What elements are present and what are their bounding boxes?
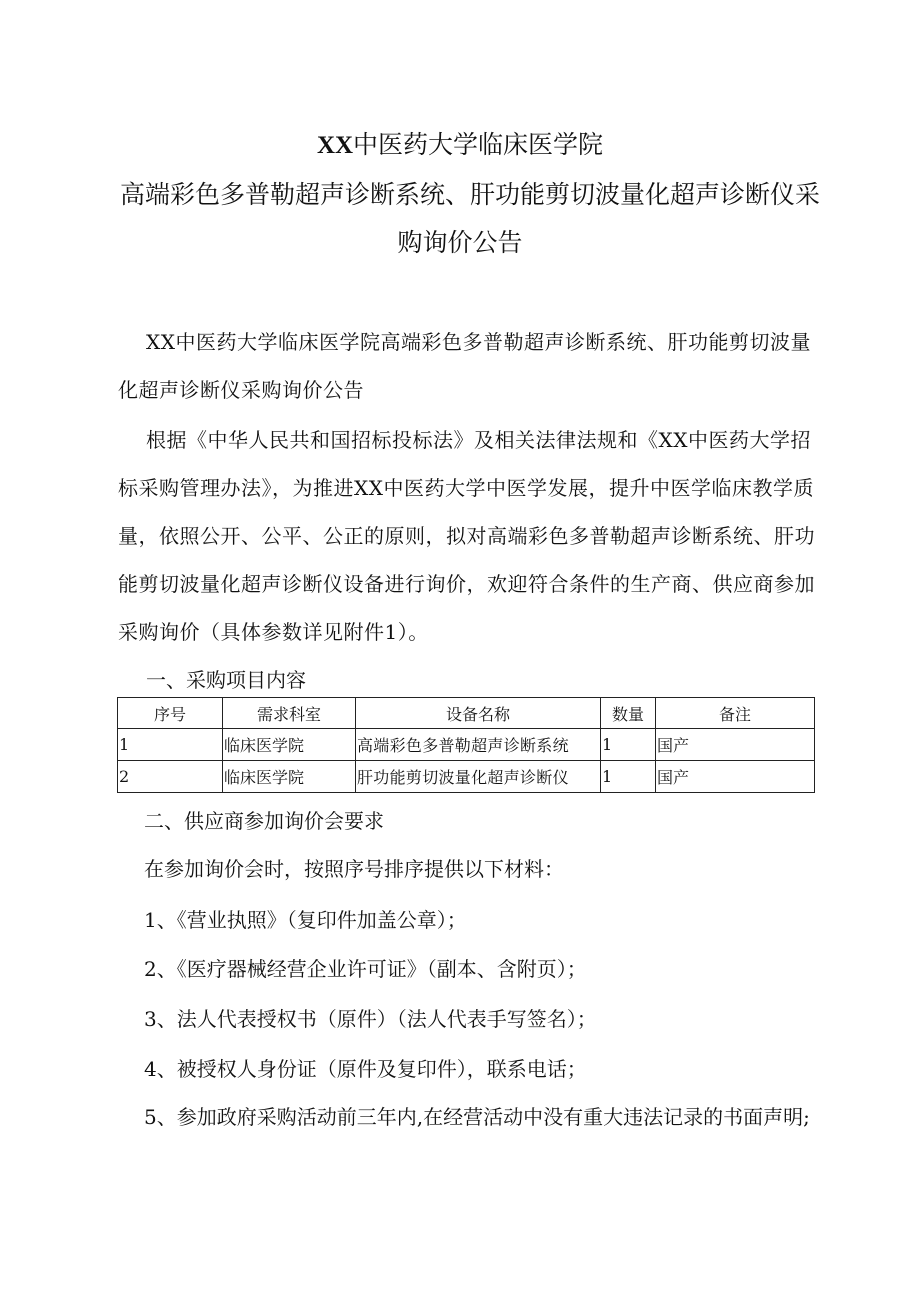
title-rest: 中医药大学临床医学院	[353, 130, 604, 159]
basis-text: 根据《中华人民共和国招标投标法》及相关法律法规和《XX中医药大学招标采购管理办法》，为推进XX中医药大学中医学发展，提升中医学临床教学质量，依照公开、公平、公正的原则，拟对高端彩色多普勒超声诊断系统、肝功能剪切波量化超声诊断仪设备进行询价，欢迎符合条件的生产商、供应商参加采购询价（具体参数详见附件1）。	[118, 428, 815, 644]
cell-quantity: 1	[601, 761, 656, 793]
table-row	[118, 761, 815, 793]
title-prefix: XX	[316, 132, 354, 159]
header-quantity: 数量	[601, 698, 656, 729]
section2-intro: 在参加询价会时，按照序号排序提供以下材料：	[144, 857, 564, 881]
procurement-table	[117, 697, 815, 793]
requirement-item-text: 5、参加政府采购活动前三年内,在经营活动中没有重大违法记录的书面声明;	[144, 1105, 810, 1129]
header-remark: 备注	[656, 698, 815, 729]
cell-index: 2	[118, 761, 223, 793]
intro-text: XX中医药大学临床医学院高端彩色多普勒超声诊断系统、肝功能剪切波量化超声诊断仪采购询价公告	[118, 330, 811, 402]
cell-device-name: 高端彩色多普勒超声诊断系统	[356, 729, 601, 761]
requirement-item: 2、《医疗器械经营企业许可证》（副本、含附页）；	[144, 957, 587, 981]
requirement-item-multiline	[118, 1092, 818, 1142]
cell-remark: 国产	[656, 761, 815, 793]
intro-paragraph	[118, 318, 818, 414]
cell-remark: 国产	[656, 729, 815, 761]
document-subtitle-line1: 高端彩色多普勒超声诊断系统、肝功能剪切波量化超声诊断仪采	[119, 180, 820, 209]
cell-index: 1	[118, 729, 223, 761]
header-department: 需求科室	[223, 698, 356, 729]
requirement-item: 3、法人代表授权书（原件）（法人代表手写签名）；	[144, 1007, 597, 1031]
cell-device-name: 肝功能剪切波量化超声诊断仪	[356, 761, 601, 793]
cell-department: 临床医学院	[223, 729, 356, 761]
table-header-row	[118, 698, 815, 729]
cell-department: 临床医学院	[223, 761, 356, 793]
requirement-item: 1、《营业执照》（复印件加盖公章）；	[144, 908, 467, 932]
basis-paragraph	[118, 416, 818, 656]
document-subtitle-line2: 购询价公告	[397, 228, 523, 257]
header-index: 序号	[118, 698, 223, 729]
section1-heading: 一、采购项目内容	[146, 668, 306, 692]
requirement-item: 4、被授权人身份证（原件及复印件），联系电话；	[144, 1057, 587, 1081]
cell-quantity: 1	[601, 729, 656, 761]
section2-heading: 二、供应商参加询价会要求	[144, 809, 384, 833]
document-title	[0, 130, 920, 161]
header-device-name: 设备名称	[356, 698, 601, 729]
table-row	[118, 729, 815, 761]
